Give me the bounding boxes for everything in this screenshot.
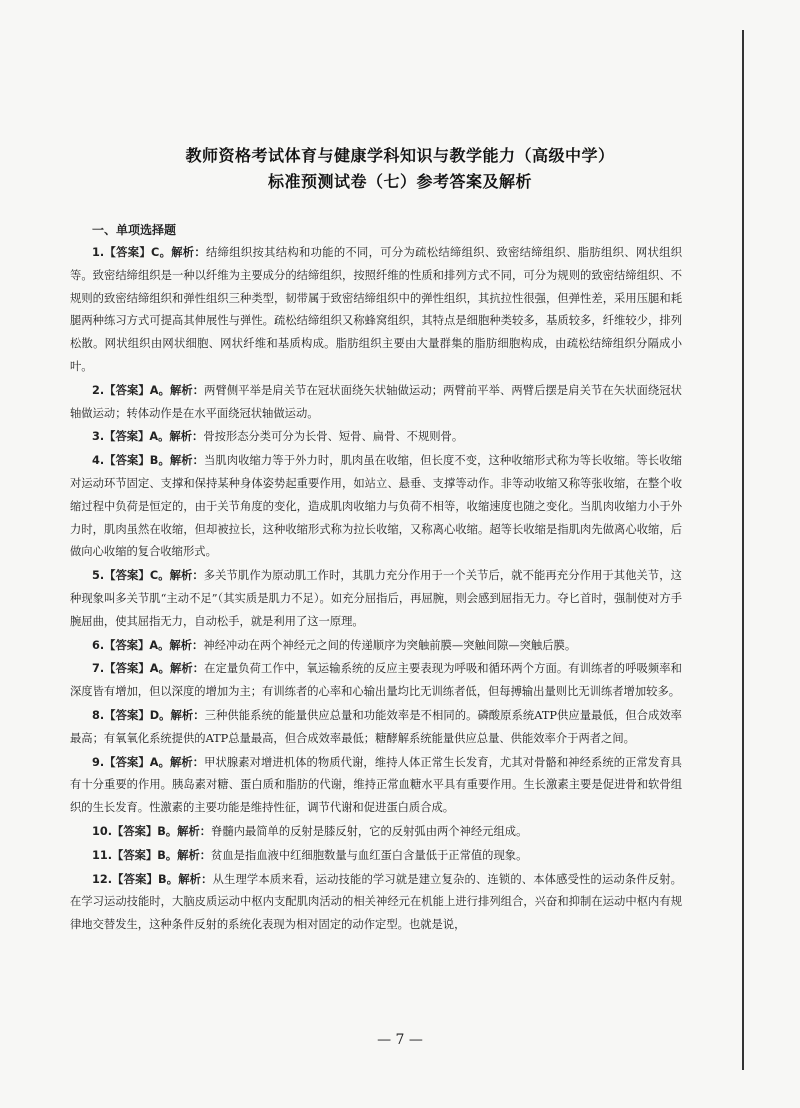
analysis-label: 解析： (169, 383, 205, 397)
answer-choice: C。 (149, 569, 170, 583)
question-number: 7. (92, 662, 105, 676)
analysis-label: 解析： (169, 430, 204, 444)
analysis-label: 解析： (169, 638, 204, 652)
answer-item (70, 565, 682, 633)
answer-choice: B。 (149, 454, 170, 468)
answer-item (70, 845, 682, 868)
answer-item (70, 242, 682, 379)
analysis-text: 贫血是指血液中红细胞数量与血红蛋白含量低于正常值的现象。 (211, 848, 528, 862)
answer-choice: C。 (150, 246, 172, 259)
analysis-text: 骨按形态分类可分为长骨、短骨、扁骨、不规则骨。 (203, 430, 464, 444)
question-number: 6. (92, 638, 105, 652)
analysis-text: 多关节肌作为原动肌工作时，其肌力充分作用于一个关节后，就不能再充分作用于其他关节，这种现象叫多关节肌“主动不足”（其实质是肌力不足）。如充分屈指后，再屈腕，则会感到屈指无力。夺匕首时，强制使对方手腕屈曲，使其屈指无力，自动松手，就是利用了这一原理。 (70, 569, 682, 628)
answer-tag: 【答案】 (104, 755, 150, 769)
answer-item (70, 821, 682, 844)
analysis-label: 解析： (170, 708, 205, 722)
document-title-line-1: 教师资格考试体育与健康学科知识与教学能力（高级中学） (185, 146, 615, 165)
question-number: 8. (92, 708, 105, 722)
analysis-text: 结缔组织按其结构和功能的不同，可分为疏松结缔组织、致密结缔组织、脂肪组织、网状组织等。致密结缔组织是一种以纤维为主要成分的结缔组织，按照纤维的性质和排列方式不同，可分为规则的致密结缔组织、不规则的致密结缔组织和弹性组织三种类型，韧带属于致密结缔组织中的弹性组织，其抗拉性很强，但弹性差，采用压腿和耗腿两种练习方式可提高其伸展性与弹性。疏松结缔组织又称蜂窝组织，其特点是细胞种类较多，基质较多，纤维较少，排列松散。网状组织由网状细胞、网状纤维和基质构成。脂肪组织主要由大量群集的脂肪细胞构成，由疏松结缔组织分隔成小叶。 (70, 246, 682, 373)
question-number: 3. (92, 430, 105, 444)
answer-choice: B。 (157, 872, 179, 886)
answer-choice: A。 (149, 662, 170, 676)
answer-list (70, 242, 682, 937)
section-heading: 一、单项选择题 (92, 223, 177, 237)
answer-tag: 【答案】 (112, 824, 158, 838)
answer-tag: 【答案】 (104, 662, 150, 676)
document-title-line-2: 标准预测试卷（七）参考答案及解析 (267, 172, 532, 191)
analysis-label: 解析： (171, 246, 207, 259)
answer-item (70, 752, 682, 820)
page-number: — 7 — (377, 1032, 423, 1048)
answer-item (70, 380, 682, 426)
answer-item (70, 450, 682, 564)
question-number: 1. (92, 246, 105, 259)
answer-tag: 【答案】 (104, 708, 150, 722)
answer-tag: 【答案】 (104, 246, 151, 259)
answer-tag: 【答案】 (104, 638, 150, 652)
analysis-label: 解析： (177, 824, 212, 838)
question-number: 12. (92, 872, 113, 886)
answer-choice: B。 (157, 848, 178, 862)
analysis-text: 从生理学本质来看，运动技能的学习就是建立复杂的、连锁的、本体感受性的运动条件反射。在学习运动技能时，大脑皮质运动中枢内支配肌肉活动的相关神经元在机能上进行排列组合，兴奋和抑制在运动中枢内有规律地交替发生，这种条件反射的系统化表现为相对固定的动作定型。也就是说， (70, 872, 682, 932)
answer-tag: 【答案】 (112, 872, 158, 886)
analysis-text: 在定量负荷工作中，氧运输系统的反应主要表现为呼吸和循环两个方面。有训练者的呼吸频率和深度皆有增加，但以深度的增加为主；有训练者的心率和心输出量均比无训练者低，但每搏输出量则比无训练者增加较多。 (70, 662, 682, 699)
answer-tag: 【答案】 (104, 454, 150, 468)
analysis-text: 神经冲动在两个神经元之间的传递顺序为突触前膜—突触间隙—突触后膜。 (203, 638, 577, 652)
analysis-label: 解析： (169, 662, 205, 676)
answer-tag: 【答案】 (104, 569, 150, 583)
answer-choice: D。 (149, 708, 171, 722)
answer-tag: 【答案】 (112, 848, 158, 862)
question-number: 2. (92, 383, 105, 397)
answer-item (70, 658, 682, 704)
answer-item (70, 869, 682, 937)
analysis-text: 两臂侧平举是肩关节在冠状面绕矢状轴做运动；两臂前平举、两臂后摆是肩关节在矢状面绕冠状轴做运动；转体动作是在水平面绕冠状轴做运动。 (70, 383, 682, 420)
question-number: 11. (92, 848, 113, 862)
question-number: 9. (92, 755, 105, 769)
title-block (60, 143, 740, 195)
answer-choice: B。 (157, 824, 178, 838)
answer-item (70, 426, 682, 449)
answer-item (70, 635, 682, 658)
answer-content (70, 220, 682, 938)
analysis-label: 解析： (178, 872, 213, 886)
scan-edge-line (742, 30, 744, 1070)
answer-tag: 【答案】 (104, 383, 150, 397)
answer-tag: 【答案】 (104, 430, 150, 444)
question-number: 10. (92, 824, 113, 838)
question-number: 4. (92, 454, 105, 468)
answer-choice: A。 (149, 755, 170, 769)
answer-choice: A。 (149, 383, 170, 397)
answer-choice: A。 (149, 430, 170, 444)
analysis-label: 解析： (177, 848, 212, 862)
analysis-label: 解析： (169, 569, 204, 583)
analysis-text: 三种供能系统的能量供应总量和功能效率是不相同的。磷酸原系统ATP供应量最低，但合成效率最高；有氧氧化系统提供的ATP总量最高，但合成效率最低；糖酵解系统能量供应总量、供能效率介于两者之间。 (70, 708, 682, 745)
analysis-text: 甲状腺素对增进机体的物质代谢，维持人体正常生长发育，尤其对骨骼和神经系统的正常发育具有十分重要的作用。胰岛素对糖、蛋白质和脂肪的代谢，维持正常血糖水平具有重要作用。生长激素主要是促进骨和软骨组织的生长发育。性激素的主要功能是维持性征，调节代谢和促进蛋白质合成。 (70, 755, 682, 815)
analysis-label: 解析： (169, 454, 205, 468)
question-number: 5. (92, 569, 105, 583)
answer-item (70, 705, 682, 751)
answer-choice: A。 (149, 638, 170, 652)
analysis-text: 脊髓内最简单的反射是膝反射，它的反射弧由两个神经元组成。 (211, 824, 528, 838)
analysis-text: 当肌肉收缩力等于外力时，肌肉虽在收缩，但长度不变，这种收缩形式称为等长收缩。等长收缩对运动环节固定、支撑和保持某种身体姿势起重要作用，如站立、悬垂、支撑等动作。非等动收缩又称等张收缩，在整个收缩过程中负荷是恒定的，由于关节角度的变化，造成肌肉收缩力与负荷不相等，收缩速度也随之变化。当肌肉收缩力小于外力时，肌肉虽然在收缩，但却被拉长，这种收缩形式称为拉长收缩，又称离心收缩。超等长收缩是指肌肉先做离心收缩，后做向心收缩的复合收缩形式。 (70, 454, 682, 559)
analysis-label: 解析： (169, 755, 205, 769)
